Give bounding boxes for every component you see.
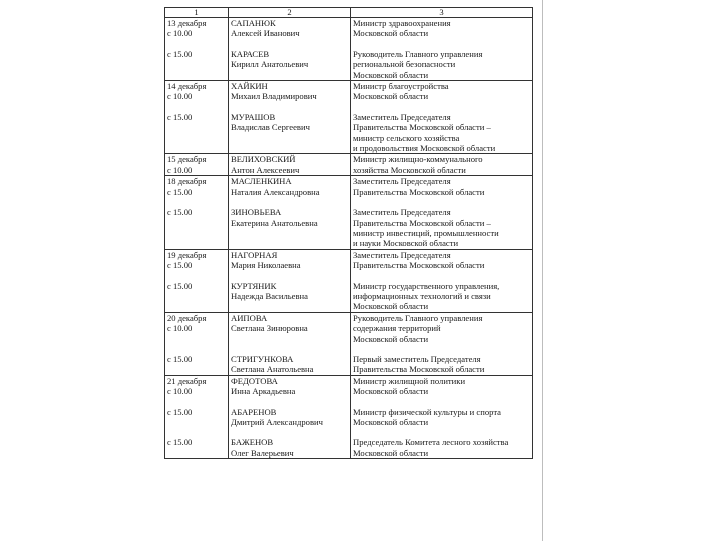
date-time-cell	[165, 154, 229, 176]
position-entry	[353, 18, 530, 39]
time-slot	[167, 376, 226, 397]
person-name: Кирилл Анатольевич	[231, 59, 309, 70]
time-slot	[167, 354, 226, 375]
person-surname: ЗИНОВЬЕВА	[231, 207, 282, 218]
date-label: 15 декабря	[167, 154, 207, 165]
time-slot	[167, 407, 226, 428]
position-line: Московской области	[353, 417, 429, 427]
date-label: 13 декабря	[167, 18, 207, 28]
time-label: с 15.00	[167, 437, 193, 448]
person-entry	[231, 354, 348, 375]
person-name: Михаил Владимирович	[231, 91, 317, 102]
time-slot	[167, 112, 226, 154]
date-label: 18 декабря	[167, 176, 207, 187]
position-line: министр сельского хозяйства	[353, 132, 460, 143]
person-entry	[231, 176, 348, 197]
person-name: Алексей Иванович	[231, 28, 300, 39]
position-line: Московской области	[353, 91, 429, 102]
time-slot	[167, 313, 226, 344]
person-surname: НАГОРНАЯ	[231, 249, 278, 260]
position-line: хозяйства Московской области	[353, 164, 466, 175]
position-line: Правительства Московской области –	[353, 122, 491, 133]
person-surname: САПАНЮК	[231, 18, 276, 28]
person-name: Надежда Васильевна	[231, 290, 308, 301]
position-line: Правительства Московской области	[353, 186, 485, 197]
person-name: Инна Аркадьевна	[231, 386, 296, 397]
position-line: Министр физической культуры и спорта	[353, 406, 501, 417]
person-entry	[231, 437, 348, 458]
person-cell	[229, 375, 351, 458]
time-slot	[167, 207, 226, 249]
date-time-cell	[165, 81, 229, 154]
position-line: Министр жилищной политики	[353, 375, 466, 386]
time-slot	[167, 49, 226, 80]
person-name: Владислав Сергеевич	[231, 122, 310, 133]
person-cell	[229, 18, 351, 81]
time-label: с 15.00	[167, 207, 193, 218]
person-cell	[229, 312, 351, 375]
position-line: Московской области	[353, 386, 429, 397]
header-col-1: 1	[165, 8, 229, 18]
position-line: Московской области	[353, 447, 429, 458]
position-entry	[353, 437, 530, 458]
position-line: Руководитель Главного управления	[353, 48, 483, 59]
person-cell	[229, 154, 351, 176]
position-line: министр инвестиций, промышленности	[353, 227, 499, 238]
person-name: Светлана Зинюровна	[231, 323, 308, 334]
person-entry	[231, 376, 348, 397]
date-label: 14 декабря	[167, 81, 207, 92]
person-entry	[231, 154, 348, 175]
day-row	[165, 154, 533, 176]
position-entry	[353, 154, 530, 175]
position-entry	[353, 49, 530, 80]
position-entry	[353, 207, 530, 249]
day-row	[165, 18, 533, 81]
person-surname: ВЕЛИХОВСКИЙ	[231, 154, 296, 165]
position-line: Заместитель Председателя	[353, 207, 451, 218]
person-surname: СТРИГУНКОВА	[231, 353, 294, 364]
header-col-2: 2	[229, 8, 351, 18]
date-time-cell	[165, 375, 229, 458]
date-label: 19 декабря	[167, 249, 207, 260]
position-cell	[351, 176, 533, 249]
person-name: Мария Николаевна	[231, 260, 301, 271]
time-label: с 10.00	[167, 323, 193, 334]
position-line: Московской области	[353, 28, 429, 39]
position-cell	[351, 375, 533, 458]
day-row	[165, 312, 533, 375]
person-entry	[231, 250, 348, 271]
position-entry	[353, 407, 530, 428]
header-row	[165, 8, 533, 18]
day-row	[165, 176, 533, 249]
time-label: с 10.00	[167, 91, 193, 102]
time-slot	[167, 437, 226, 458]
position-line: и продовольствия Московской области	[353, 143, 496, 154]
position-line: Московской области	[353, 333, 429, 344]
person-surname: ФЕДОТОВА	[231, 375, 278, 386]
position-line: Московской области	[353, 301, 429, 312]
position-line: Правительства Московской области	[353, 260, 485, 271]
position-line: информационных технологий и связи	[353, 290, 491, 301]
position-cell	[351, 249, 533, 312]
time-slot	[167, 281, 226, 312]
person-entry	[231, 81, 348, 102]
time-slot	[167, 176, 226, 197]
day-row	[165, 249, 533, 312]
time-slot	[167, 18, 226, 39]
time-slot	[167, 154, 226, 175]
position-cell	[351, 312, 533, 375]
person-entry	[231, 313, 348, 344]
schedule-table	[164, 7, 533, 459]
position-line: Министр государственного управления,	[353, 280, 500, 291]
date-label: 21 декабря	[167, 375, 207, 386]
position-line: Заместитель Председателя	[353, 111, 451, 122]
time-label: с 15.00	[167, 353, 193, 364]
position-line: Руководитель Главного управления	[353, 312, 483, 323]
position-entry	[353, 81, 530, 102]
time-label: с 15.00	[167, 260, 193, 271]
position-line: и науки Московской области	[353, 238, 459, 249]
position-entry	[353, 354, 530, 375]
person-entry	[231, 18, 348, 39]
person-surname: КАРАСЕВ	[231, 48, 270, 59]
person-name: Антон Алексеевич	[231, 164, 300, 175]
header-col-3: 3	[351, 8, 533, 18]
schedule-body	[165, 18, 533, 459]
person-surname: АБАРЕНОВ	[231, 406, 277, 417]
position-line: Министр благоустройства	[353, 81, 449, 92]
date-time-cell	[165, 312, 229, 375]
position-line: Заместитель Председателя	[353, 176, 451, 187]
position-entry	[353, 250, 530, 271]
position-line: Председатель Комитета лесного хозяйства	[353, 437, 509, 448]
date-label: 20 декабря	[167, 312, 207, 323]
position-line: Заместитель Председателя	[353, 249, 451, 260]
position-entry	[353, 281, 530, 312]
date-time-cell	[165, 249, 229, 312]
position-cell	[351, 154, 533, 176]
position-line: Правительства Московской области –	[353, 217, 491, 228]
time-label: с 15.00	[167, 406, 193, 417]
person-name: Екатерина Анатольевна	[231, 217, 318, 228]
person-entry	[231, 112, 348, 154]
person-surname: БАЖЕНОВ	[231, 437, 274, 448]
position-entry	[353, 176, 530, 197]
person-surname: МУРАШОВ	[231, 111, 276, 122]
position-line: Министр здравоохранения	[353, 18, 451, 28]
person-name: Дмитрий Александрович	[231, 417, 323, 427]
time-label: с 10.00	[167, 28, 193, 39]
day-row	[165, 81, 533, 154]
date-time-cell	[165, 18, 229, 81]
person-cell	[229, 81, 351, 154]
person-name: Светлана Анатольевна	[231, 364, 314, 375]
position-cell	[351, 18, 533, 81]
time-label: с 15.00	[167, 186, 193, 197]
position-entry	[353, 313, 530, 344]
position-line: Министр жилищно-коммунального	[353, 154, 483, 165]
person-entry	[231, 281, 348, 312]
position-entry	[353, 112, 530, 154]
person-name: Олег Валерьевич	[231, 447, 294, 458]
person-entry	[231, 49, 348, 80]
time-slot	[167, 81, 226, 102]
person-entry	[231, 207, 348, 249]
position-line: Первый заместитель Председателя	[353, 353, 481, 364]
position-cell	[351, 81, 533, 154]
person-surname: КУРТЯНИК	[231, 280, 277, 291]
person-surname: АИПОВА	[231, 312, 268, 323]
position-line: Московской области	[353, 69, 429, 80]
person-surname: ХАЙКИН	[231, 81, 268, 92]
day-row	[165, 375, 533, 458]
time-label: с 10.00	[167, 164, 193, 175]
position-entry	[353, 376, 530, 397]
time-label: с 15.00	[167, 48, 193, 59]
date-time-cell	[165, 176, 229, 249]
person-entry	[231, 407, 348, 428]
time-label: с 10.00	[167, 386, 193, 397]
position-line: Правительства Московской области	[353, 364, 485, 375]
position-line: региональной безопасности	[353, 59, 456, 70]
time-slot	[167, 250, 226, 271]
person-cell	[229, 176, 351, 249]
person-name: Наталия Александровна	[231, 186, 320, 197]
person-cell	[229, 249, 351, 312]
page-edge-line	[542, 0, 543, 541]
person-surname: МАСЛЕНКИНА	[231, 176, 292, 187]
time-label: с 15.00	[167, 280, 193, 291]
position-line: содержания территорий	[353, 323, 441, 334]
time-label: с 15.00	[167, 111, 193, 122]
